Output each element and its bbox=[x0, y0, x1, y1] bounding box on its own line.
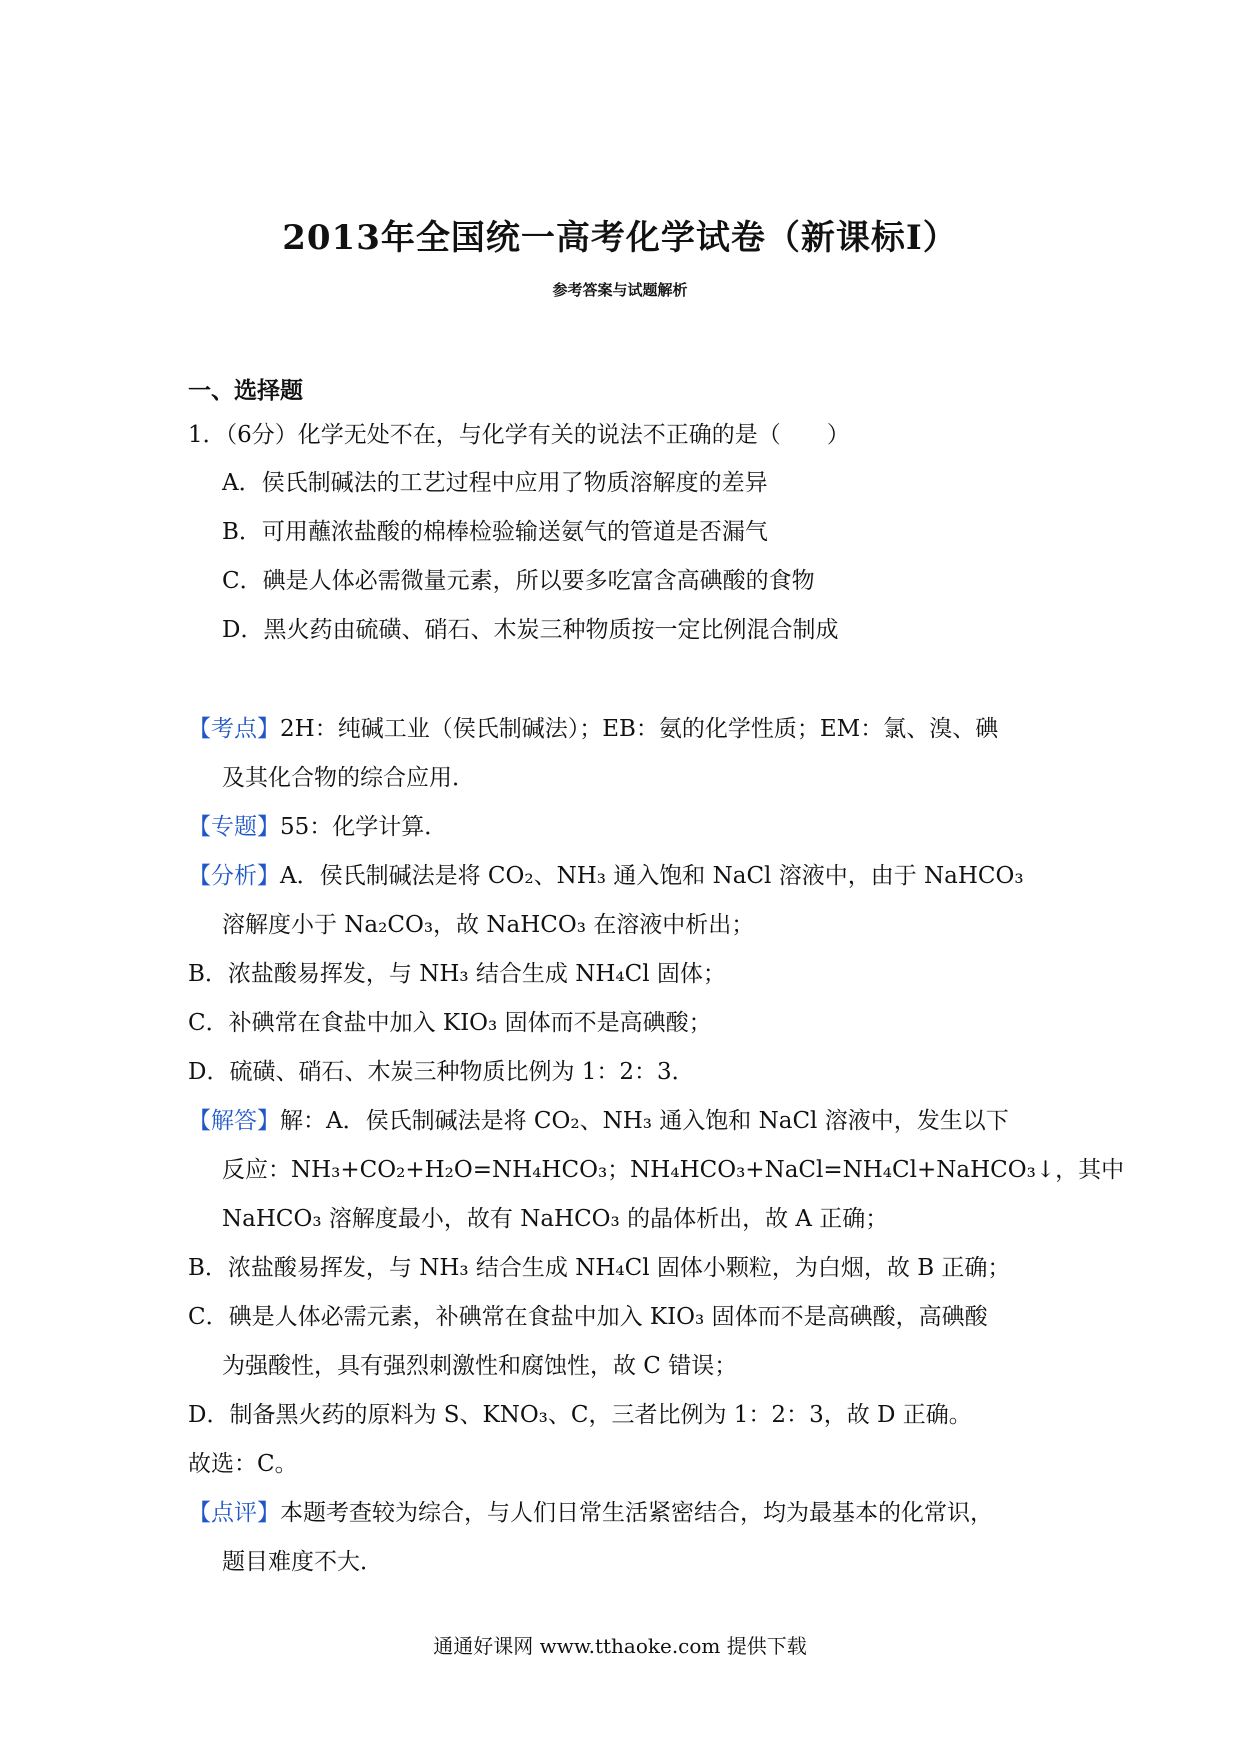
option-c: C．碘是人体必需微量元素，所以要多吃富含高碘酸的食物 bbox=[222, 568, 815, 594]
jieda-text-a3: NaHCO₃ 溶解度最小，故有 NaHCO₃ 的晶体析出，故 A 正确； bbox=[222, 1206, 889, 1232]
jieda-text-c1: C．碘是人体必需元素，补碘常在食盐中加入 KIO₃ 固体而不是高碘酸，高碘酸 bbox=[188, 1304, 988, 1330]
fenxi-text-a2: 溶解度小于 Na₂CO₃，故 NaHCO₃ 在溶液中析出； bbox=[222, 912, 755, 938]
fenxi-line-1 bbox=[188, 861, 1024, 891]
zhuanti-text: 55：化学计算． bbox=[280, 814, 448, 840]
jieda-line-1 bbox=[188, 1106, 1009, 1136]
fenxi-tag: 【分析】 bbox=[188, 863, 280, 889]
kaodian-text-2: 及其化合物的综合应用． bbox=[222, 765, 475, 791]
dianping-tag: 【点评】 bbox=[188, 1500, 280, 1526]
jieda-text-d: D．制备黑火药的原料为 S、KNO₃、C，三者比例为 1：2：3，故 D 正确。 bbox=[188, 1402, 972, 1428]
kaodian-text-1: 2H：纯碱工业（侯氏制碱法）；EB：氨的化学性质；EM：氯、溴、碘 bbox=[280, 716, 999, 742]
footer-credit: 通通好课网 www.tthaoke.com 提供下载 bbox=[433, 1634, 807, 1658]
option-a: A．侯氏制碱法的工艺过程中应用了物质溶解度的差异 bbox=[222, 470, 768, 496]
zhuanti-line bbox=[188, 812, 447, 842]
fenxi-text-b: B．浓盐酸易挥发，与 NH₃ 结合生成 NH₄Cl 固体； bbox=[188, 961, 726, 987]
option-b: B．可用蘸浓盐酸的棉棒检验输送氨气的管道是否漏气 bbox=[222, 519, 768, 545]
jieda-text-c2: 为强酸性，具有强烈刺激性和腐蚀性，故 C 错误； bbox=[222, 1353, 738, 1379]
fenxi-text-c: C．补碘常在食盐中加入 KIO₃ 固体而不是高碘酸； bbox=[188, 1010, 712, 1036]
kaodian-line-1 bbox=[188, 714, 998, 744]
dianping-line-1 bbox=[188, 1498, 993, 1528]
dianping-text-2: 题目难度不大． bbox=[222, 1549, 383, 1575]
dianping-text-1: 本题考查较为综合，与人们日常生活紧密结合，均为最基本的化常识， bbox=[280, 1500, 993, 1526]
section-heading: 一、选择题 bbox=[188, 377, 303, 404]
kaodian-tag: 【考点】 bbox=[188, 716, 280, 742]
option-d: D．黑火药由硫磺、硝石、木炭三种物质按一定比例混合制成 bbox=[222, 617, 839, 643]
question-stem: 1．（6分）化学无处不在，与化学有关的说法不正确的是（ ） bbox=[188, 422, 850, 448]
jieda-text-b: B．浓盐酸易挥发，与 NH₃ 结合生成 NH₄Cl 固体小颗粒，为白烟，故 B 正确； bbox=[188, 1255, 1011, 1281]
document-title: 2013年全国统一高考化学试卷（新课标I） bbox=[282, 218, 958, 258]
jieda-tag: 【解答】 bbox=[188, 1108, 280, 1134]
jieda-text-a2: 反应：NH₃+CO₂+H₂O=NH₄HCO₃；NH₄HCO₃+NaCl=NH₄Cl+NaHCO₃↓，其中 bbox=[222, 1157, 1125, 1183]
fenxi-text-d: D．硫磺、硝石、木炭三种物质比例为 1：2：3． bbox=[188, 1059, 695, 1085]
fenxi-text-a1: A．侯氏制碱法是将 CO₂、NH₃ 通入饱和 NaCl 溶液中，由于 NaHCO₃ bbox=[280, 863, 1024, 889]
document-subtitle: 参考答案与试题解析 bbox=[552, 281, 688, 299]
jieda-text-a1: 解：A．侯氏制碱法是将 CO₂、NH₃ 通入饱和 NaCl 溶液中，发生以下 bbox=[280, 1108, 1009, 1134]
zhuanti-tag: 【专题】 bbox=[188, 814, 280, 840]
answer-text: 故选：C。 bbox=[188, 1451, 298, 1477]
